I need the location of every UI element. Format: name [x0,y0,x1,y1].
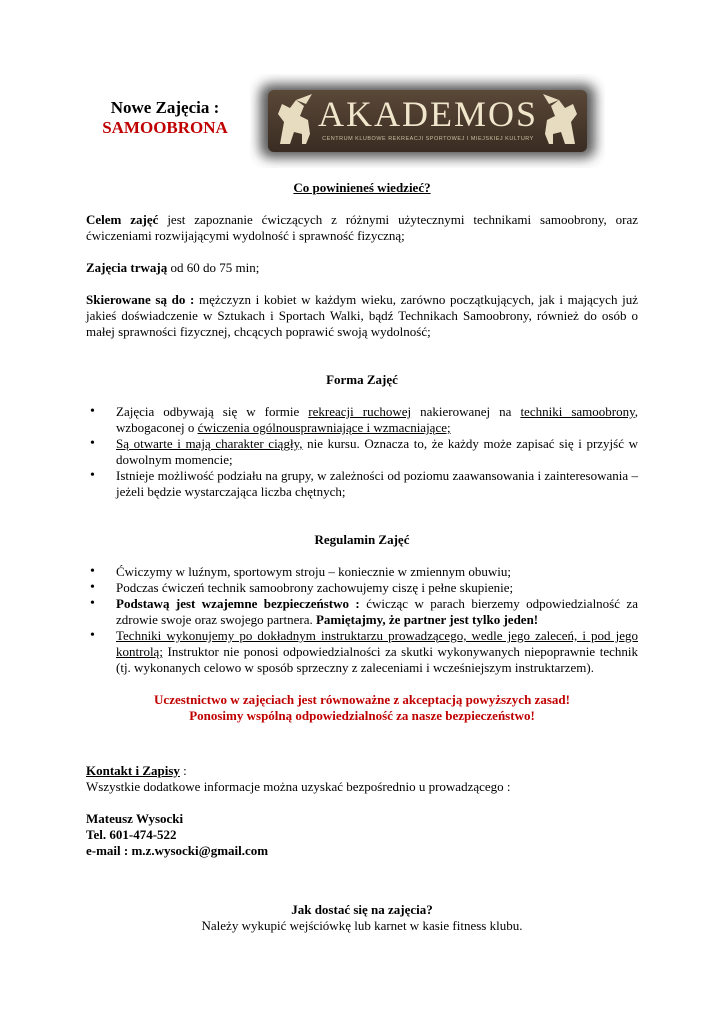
regulamin-r1: Ćwiczymy w luźnym, sportowym stroju – koniecznie w zmiennym obuwiu; [116,564,511,579]
title-block [80,98,250,138]
list-item [86,580,638,596]
paragraph-duration [86,260,638,276]
forma-b1-c: , wzbogaconej o [116,404,638,435]
forma-b1-u1: rekreacji ruchowej [308,404,412,419]
forma-b3-text: Istnieje możliwość podziału na grupy, w zależności od poziomu zaawansowania i zainteresowania – jeżeli będzie wystarczająca liczba chętnych; [116,468,638,499]
regulamin-r2: Podczas ćwiczeń technik samoobrony zachowujemy ciszę i pełne skupienie; [116,580,514,595]
contact-email[interactable]: e-mail : m.z.wysocki@gmail.com [86,843,269,858]
goal-text: jest zapoznanie ćwiczących z różnymi użytecznymi technikami samoobrony, oraz ćwiczeniami rozwijającymi wydolność i sprawność fizyczną; [86,212,638,243]
forma-b1-a: Zajęcia odbywają się w formie [116,404,309,419]
duration-label: Zajęcia trwają [86,260,168,275]
paragraph-audience [86,292,638,340]
forma-b1-u2: techniki samoobrony [520,404,635,419]
audience-label: Skierowane są do : [86,292,195,307]
forma-b2-text: nie kursu. Oznacza to, że każdy może zapisać się i przyjść w dowolnym momencie; [116,436,638,467]
audience-text: mężczyzn i kobiet w każdym wieku, zarówno początkujących, jak i mających już jakieś doświadczenie w Sztukach i Sportach Walki, bądź Technikach Samoobrony, również do osób o małej sprawności fizycznej, chcących poprawić swoją wydolność; [86,292,638,339]
forma-b2-u: Są otwarte i mają charakter ciągły, [116,436,303,451]
document-body [86,180,638,756]
regulamin-r3-text: ćwicząc w parach bierzemy odpowiedzialność za zdrowie swoje oraz swojego partnera. [116,596,638,627]
forma-b1-b: nakierowanej na [411,404,521,419]
regulamin-r3-bold: Podstawą jest wzajemne bezpieczeństwo : [116,596,360,611]
logo-subtext: CENTRUM KLUBOWE REKREACJI SPORTOWEJ I MIEJSKIEJ KULTURY [322,136,534,142]
contact-phone[interactable]: Tel. 601-474-522 [86,827,177,842]
contact-heading: Kontakt i Zapisy [86,763,180,778]
regulamin-r4-text: Instruktor nie ponosi odpowiedzialności za skutki wykonywanych niepoprawnie technik (tj. wykonanych celowo w sposób sprzeczny z zaleceniami i wcześniejszym instruktarzem). [116,644,638,675]
list-item [86,596,638,628]
section-heading-forma: Forma Zajęć [326,372,398,387]
list-item [86,436,638,468]
goal-label: Celem zajęć [86,212,159,227]
contact-heading-line [86,763,638,779]
contact-section [86,763,638,859]
regulamin-list [86,564,638,676]
page-title: Nowe Zajęcia : [110,98,220,117]
notice-line-1: Uczestnictwo w zajęciach jest równoważne z akceptacją powyższych zasad! [154,692,570,707]
page-subtitle: SAMOOBRONA [102,118,228,137]
duration-text: od 60 do 75 min; [167,260,260,275]
forma-list [86,404,638,500]
list-item [86,628,638,676]
access-heading: Jak dostać się na zajęcia? [291,902,433,917]
section-heading-intro: Co powinieneś wiedzieć? [293,180,431,195]
notice-line-2: Ponosimy wspólną odpowiedzialność za nasze bezpieczeństwo! [189,708,535,723]
forma-b1-u3: ćwiczenia ogólnousprawniające i wzmacniające; [197,420,451,435]
list-item [86,468,638,500]
list-item [86,404,638,436]
section-heading-regulamin: Regulamin Zajęć [314,532,410,547]
contact-name: Mateusz Wysocki [86,811,184,826]
list-item [86,564,638,580]
contact-heading-suffix: : [179,763,187,778]
regulamin-r4-u: Techniki wykonujemy po dokładnym instruktarzu prowadzącego, wedle jego zaleceń, i pod jego kontrolą; [116,628,638,659]
regulamin-r3-bold2: Pamiętajmy, że partner jest tylko jeden! [315,612,539,627]
contact-text: Wszystkie dodatkowe informacje można uzyskać bezpośrednio u prowadzącego : [86,779,511,794]
logo-text: AKADEMOS [317,94,539,134]
paragraph-goal [86,212,638,244]
access-section [86,902,638,934]
access-text: Należy wykupić wejściówkę lub karnet w kasie fitness klubu. [201,918,523,933]
akademos-logo [250,74,605,168]
